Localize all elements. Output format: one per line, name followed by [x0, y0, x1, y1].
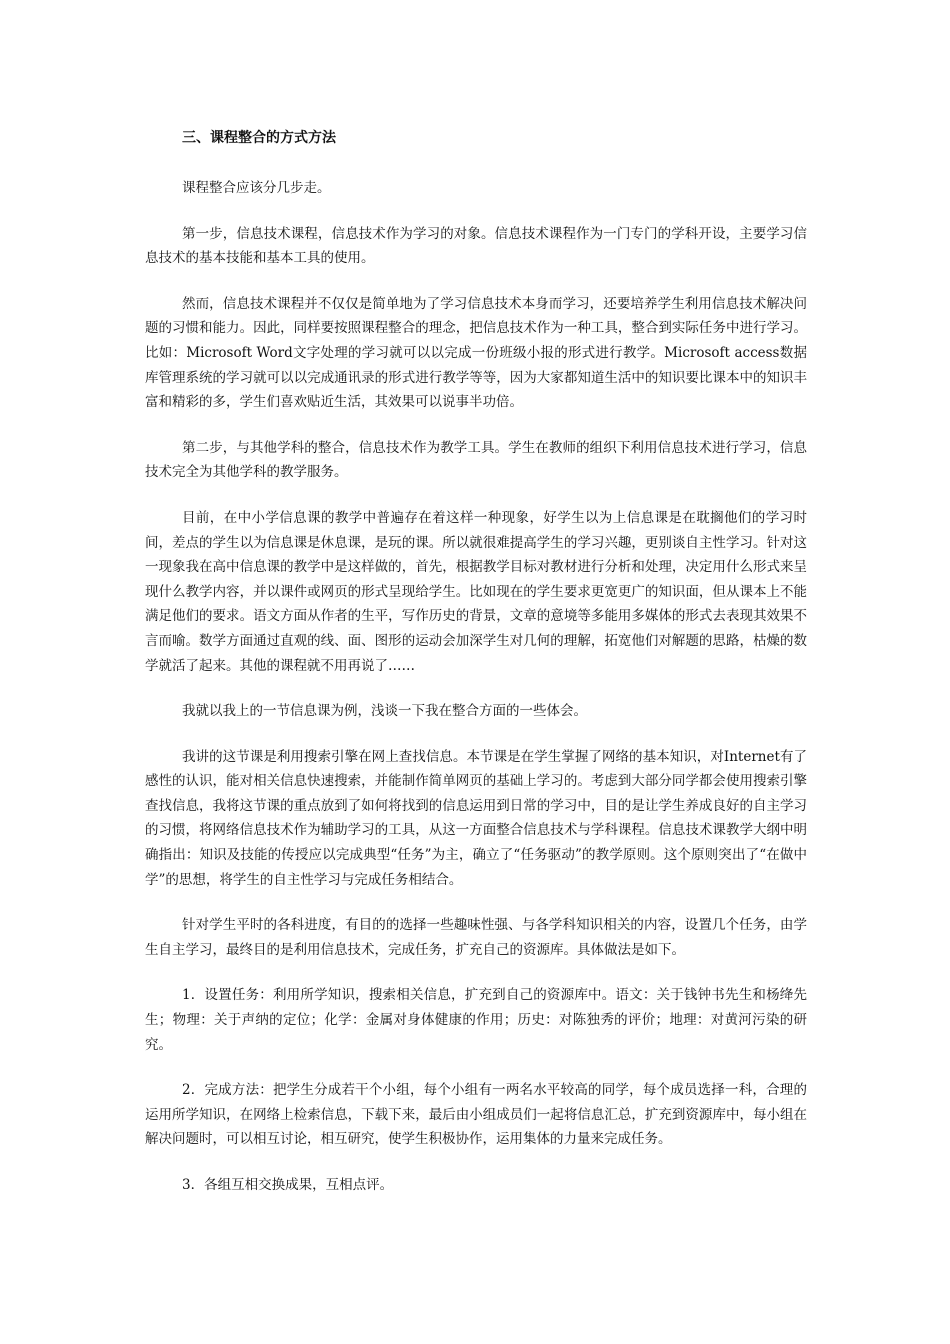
document-body: [145, 126, 807, 1198]
list-item-set-tasks: 1．设置任务：利用所学知识，搜索相关信息，扩充到自己的资源库中。语文：关于钱钟书先生和杨绛先生；物理：关于声纳的定位；化学：金属对身体健康的作用；历史：对陈独秀的评价；地理：对黄河污染的研究。: [145, 987, 807, 1053]
paragraph-lesson-description: 我讲的这节课是利用搜索引擎在网上查找信息。本节课是在学生掌握了网络的基本知识，对Internet有了感性的认识，能对相关信息快速搜索，并能制作简单网页的基础上学习的。考虑到大部分同学都会使用搜索引擎查找信息，我将这节课的重点放到了如何将找到的信息运用到日常的学习中，目的是让学生养成良好的自主学习的习惯，将网络信息技术作为辅助学习的工具，从这一方面整合信息技术与学科课程。信息技术课教学大纲中明确指出：知识及技能的传授应以完成典型“任务”为主，确立了“任务驱动”的教学原则。这个原则突出了“在做中学”的思想，将学生的自主性学习与完成任务相结合。: [145, 748, 807, 888]
section-heading: 三、课程整合的方式方法: [182, 130, 336, 146]
paragraph-steps-intro: 课程整合应该分几步走。: [182, 180, 331, 196]
paragraph-task-design: 针对学生平时的各科进度，有目的的选择一些趣味性强、与各学科知识相关的内容，设置几个任务，由学生自主学习，最终目的是利用信息技术，完成任务，扩充自己的资源库。具体做法是如下。: [145, 917, 807, 958]
paragraph-example-intro: 我就以我上的一节信息课为例，浅谈一下我在整合方面的一些体会。: [182, 703, 587, 720]
paragraph-step-two: 第二步，与其他学科的整合，信息技术作为教学工具。学生在教师的组织下利用信息技术进行学习，信息技术完全为其他学科的教学服务。: [145, 439, 807, 481]
paragraph-step-one: 第一步，信息技术课程，信息技术作为学习的对象。信息技术课程作为一门专门的学科开设，主要学习信息技术的基本技能和基本工具的使用。: [145, 225, 807, 267]
list-item-method: 2．完成方法：把学生分成若干个小组，每个小组有一两名水平较高的同学，每个成员选择一科，合理的运用所学知识，在网络上检索信息，下载下来，最后由小组成员们一起将信息汇总，扩充到资源库中，每小组在解决问题时，可以相互讨论，相互研究，使学生积极协作，运用集体的力量来完成任务。: [145, 1082, 807, 1148]
paragraph-current-situation: 目前，在中小学信息课的教学中普遍存在着这样一种现象，好学生以为上信息课是在耽搁他们的学习时间，差点的学生以为信息课是休息课，是玩的课。所以就很难提高学生的学习兴趣，更别谈自主性学习。针对这一现象我在高中信息课的教学中是这样做的，首先，根据教学目标对教材进行分析和处理，决定用什么形式来呈现什么教学内容，并以课件或网页的形式呈现给学生。比如现在的学生要求更宽更广的知识面，但从课本上不能满足他们的要求。语文方面从作者的生平，写作历史的背景，文章的意境等多能用多媒体的形式去表现其效果不言而喻。数学方面通过直观的线、面、图形的运动会加深学生对几何的理解，拓宽他们对解题的思路，枯燥的数学就活了起来。其他的课程就不用再说了……: [145, 509, 807, 674]
paragraph-step-one-detail: 然而，信息技术课程并不仅仅是简单地为了学习信息技术本身而学习，还要培养学生利用信息技术解决问题的习惯和能力。因此，同样要按照课程整合的理念，把信息技术作为一种工具，整合到实际任务中进行学习。比如：Microsoft Word文字处理的学习就可以以完成一份班级小报的形式进行教学。Microsoft access数据库管理系统的学习就可以以完成通讯录的形式进行教学等等，因为大家都知道生活中的知识要比课本中的知识丰富和精彩的多，学生们喜欢贴近生活，其效果可以说事半功倍。: [145, 295, 807, 411]
list-item-exchange: 3．各组互相交换成果，互相点评。: [182, 1177, 394, 1193]
